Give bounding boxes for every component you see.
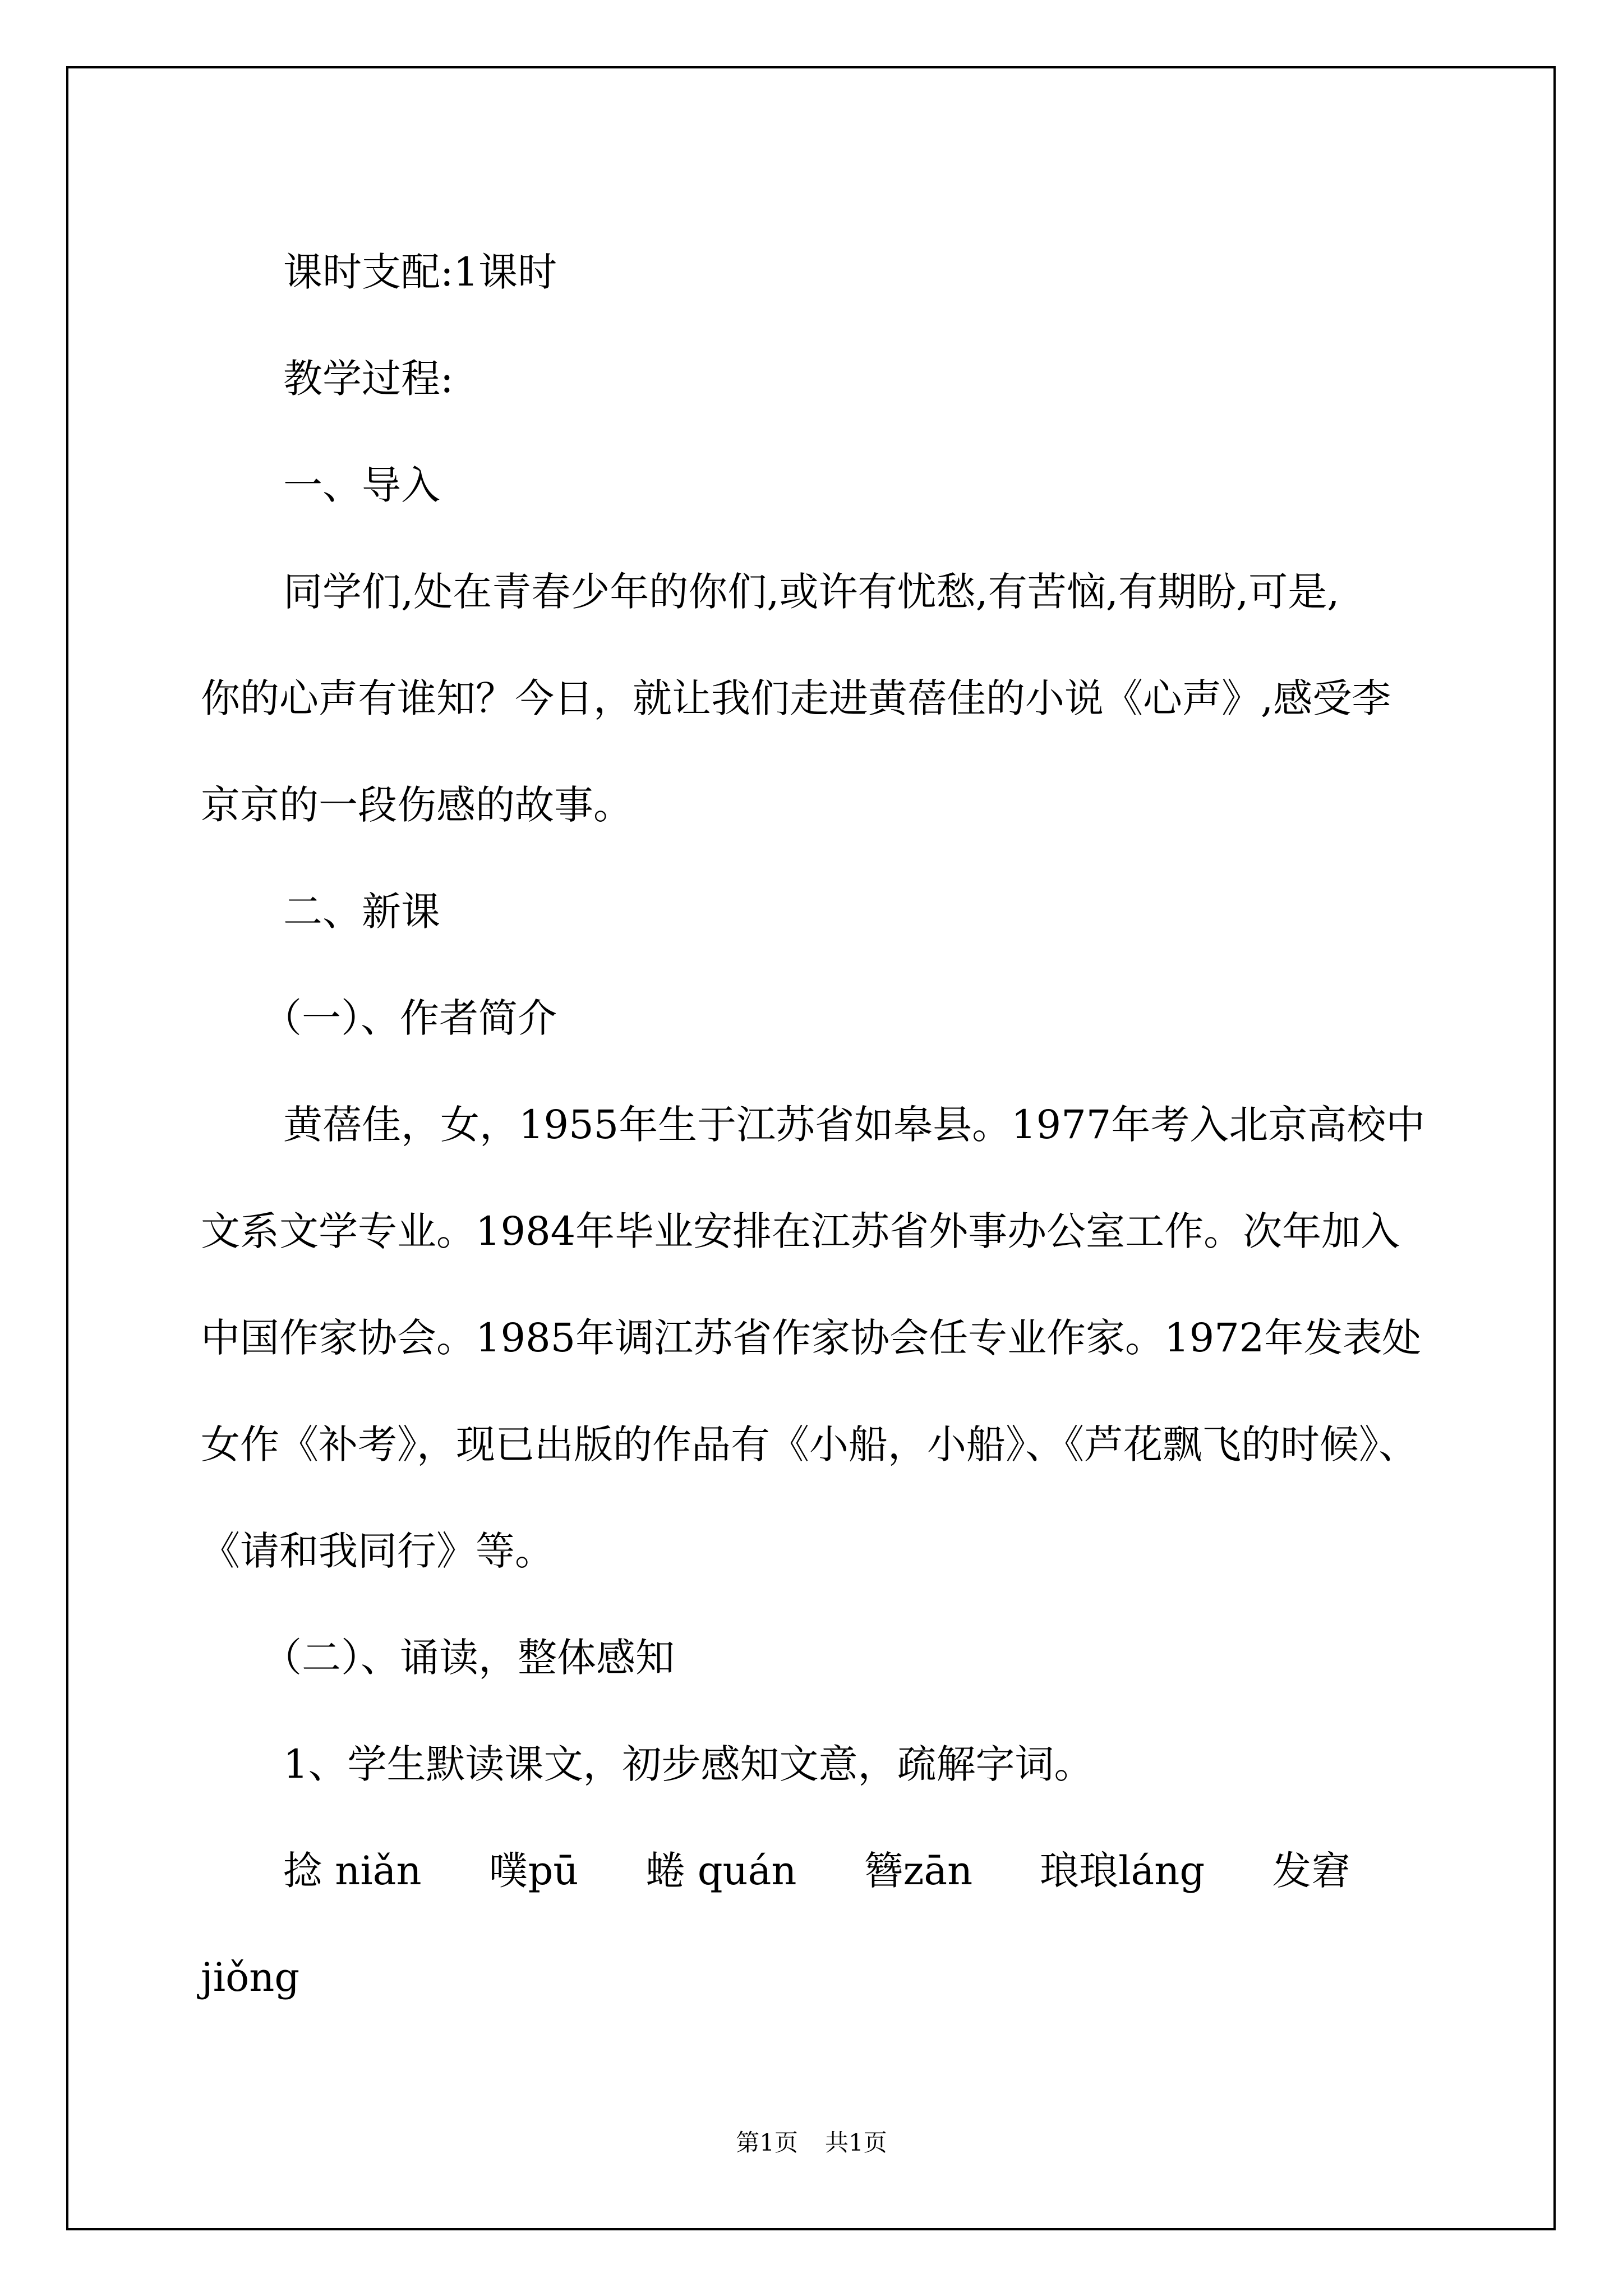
pinyin-item: [864, 1818, 972, 1924]
pinyin-reading: zān: [903, 1848, 973, 1894]
paragraph-intro-line: 你的心声有谁知？今日，就让我们走进黄蓓佳的小说《心声》,感受李: [201, 675, 1391, 721]
page-total: 共1页: [825, 2129, 887, 2156]
section-heading-new-lesson: 二、新课: [283, 889, 440, 935]
paragraph-author-line: 文系文学专业。1984年毕业安排在江苏省外事办公室工作。次年加入: [201, 1208, 1400, 1254]
page-number: 第1页: [736, 2129, 798, 2156]
paragraph-author-line: 黄蓓佳，女，1955年生于江苏省如皋县。1977年考入北京高校中: [283, 1102, 1426, 1148]
subheading-author-intro: （一）、作者简介: [262, 995, 557, 1041]
page-footer: [0, 2126, 1623, 2160]
paragraph-process-heading: 教学过程:: [283, 356, 454, 402]
pinyin-char: 噗: [488, 1848, 528, 1894]
paragraph-step-one: 1、学生默读课文，初步感知文意，疏解字词。: [283, 1741, 1094, 1787]
pinyin-reading: quán: [697, 1848, 797, 1894]
pinyin-char: 捻: [283, 1848, 322, 1894]
paragraph-author-line: 女作《补考》，现已出版的作品有《小船，小船》、《芦花飘飞的时候》、: [201, 1421, 1418, 1467]
pinyin-list: [201, 1818, 1500, 1924]
paragraph-intro-line: 同学们,处在青春少年的你们,或许有忧愁,有苦恼,有期盼,可是,: [283, 569, 1340, 615]
pinyin-char: 簪: [864, 1848, 903, 1894]
pinyin-reading: jiǒng: [201, 1954, 300, 2000]
pinyin-reading: niǎn: [335, 1848, 422, 1894]
paragraph-class-hours: 课时支配:1课时: [283, 249, 557, 295]
paragraph-author-line: 中国作家协会。1985年调江苏省作家协会任专业作家。1972年发表处: [201, 1315, 1422, 1361]
pinyin-char: 蜷: [645, 1848, 685, 1894]
pinyin-item: [489, 1818, 579, 1924]
pinyin-item: [645, 1818, 796, 1924]
document-body: [201, 219, 1500, 2031]
pinyin-char: 发窘: [1272, 1848, 1351, 1894]
pinyin-reading: pū: [528, 1848, 579, 1894]
pinyin-wrap-line: [201, 1924, 1500, 2031]
pinyin-item: [1272, 1818, 1350, 1924]
pinyin-char: 琅琅: [1040, 1848, 1119, 1894]
pinyin-item: [1040, 1818, 1205, 1924]
section-heading-intro: 一、导入: [283, 462, 440, 508]
paragraph-intro-line: 京京的一段伤感的故事。: [201, 782, 633, 828]
pinyin-reading: láng: [1118, 1848, 1205, 1894]
subheading-reading: （二）、诵读，整体感知: [262, 1635, 675, 1681]
paragraph-author-line: 《请和我同行》等。: [201, 1528, 554, 1574]
pinyin-item: [283, 1818, 422, 1924]
